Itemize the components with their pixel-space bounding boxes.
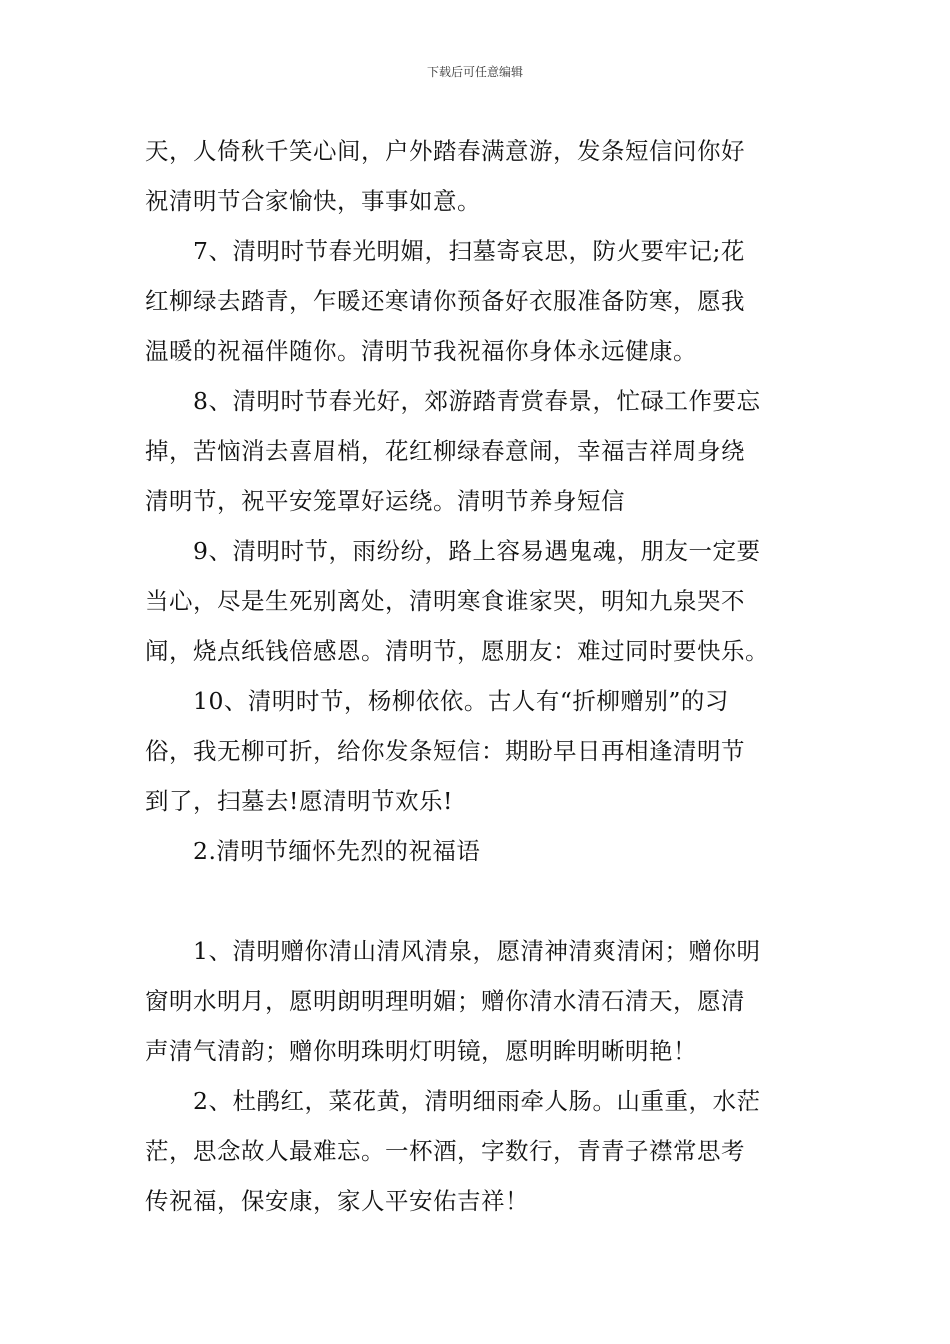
text-line: 10、清明时节，杨柳依依。古人有“折柳赠别”的习 xyxy=(193,687,729,715)
paragraph xyxy=(145,226,810,376)
text-line: 闻，烧点纸钱倍感恩。清明节，愿朋友：难过同时要快乐。 xyxy=(145,637,769,665)
paragraph xyxy=(145,526,810,676)
text-line: 茫，思念故人最难忘。一杯酒，字数行，青青子襟常思考 xyxy=(145,1137,745,1165)
text-line: 传祝福，保安康，家人平安佑吉祥！ xyxy=(145,1187,529,1215)
text-line: 掉，苦恼消去喜眉梢，花红柳绿春意闹，幸福吉祥周身绕 xyxy=(145,437,745,465)
text-line: 祝清明节合家愉快，事事如意。 xyxy=(145,187,481,215)
section-heading xyxy=(145,826,810,876)
paragraph xyxy=(145,126,810,226)
paragraph xyxy=(145,376,810,526)
page-header: 下载后可任意编辑 xyxy=(426,65,523,79)
text-line: 2、杜鹃红，菜花黄，清明细雨牵人肠。山重重，水茫 xyxy=(193,1087,761,1115)
text-line: 清明节，祝平安笼罩好运绕。清明节养身短信 xyxy=(145,487,625,515)
text-line: 8、清明时节春光好，郊游踏青赏春景，忙碌工作要忘 xyxy=(193,387,761,415)
text-line: 窗明水明月，愿明朗明理明媚；赠你清水清石清天，愿清 xyxy=(145,987,745,1015)
text-line: 1、清明赠你清山清风清泉，愿清神清爽清闲；赠你明 xyxy=(193,937,761,965)
text-line: 俗，我无柳可折，给你发条短信：期盼早日再相逢清明节 xyxy=(145,737,745,765)
heading-line: 2.清明节缅怀先烈的祝福语 xyxy=(193,837,481,865)
paragraph xyxy=(145,1076,810,1226)
text-line: 当心，尽是生死别离处，清明寒食谁家哭，明知九泉哭不 xyxy=(145,587,745,615)
text-line: 9、清明时节，雨纷纷，路上容易遇鬼魂，朋友一定要 xyxy=(193,537,761,565)
text-line: 天，人倚秋千笑心间，户外踏春满意游，发条短信问你好 xyxy=(145,137,745,165)
text-line: 声清气清韵；赠你明珠明灯明镜，愿明眸明晰明艳！ xyxy=(145,1037,697,1065)
paragraph xyxy=(145,676,810,826)
text-line: 温暖的祝福伴随你。清明节我祝福你身体永远健康。 xyxy=(145,337,697,365)
paragraph xyxy=(145,926,810,1076)
text-line: 7、清明时节春光明媚，扫墓寄哀思，防火要牢记;花 xyxy=(193,237,745,265)
blank-gap xyxy=(145,876,810,926)
text-line: 红柳绿去踏青，乍暖还寒请你预备好衣服准备防寒，愿我 xyxy=(145,287,745,315)
document-body xyxy=(145,126,810,1226)
text-line: 到了，扫墓去!愿清明节欢乐! xyxy=(145,787,453,815)
